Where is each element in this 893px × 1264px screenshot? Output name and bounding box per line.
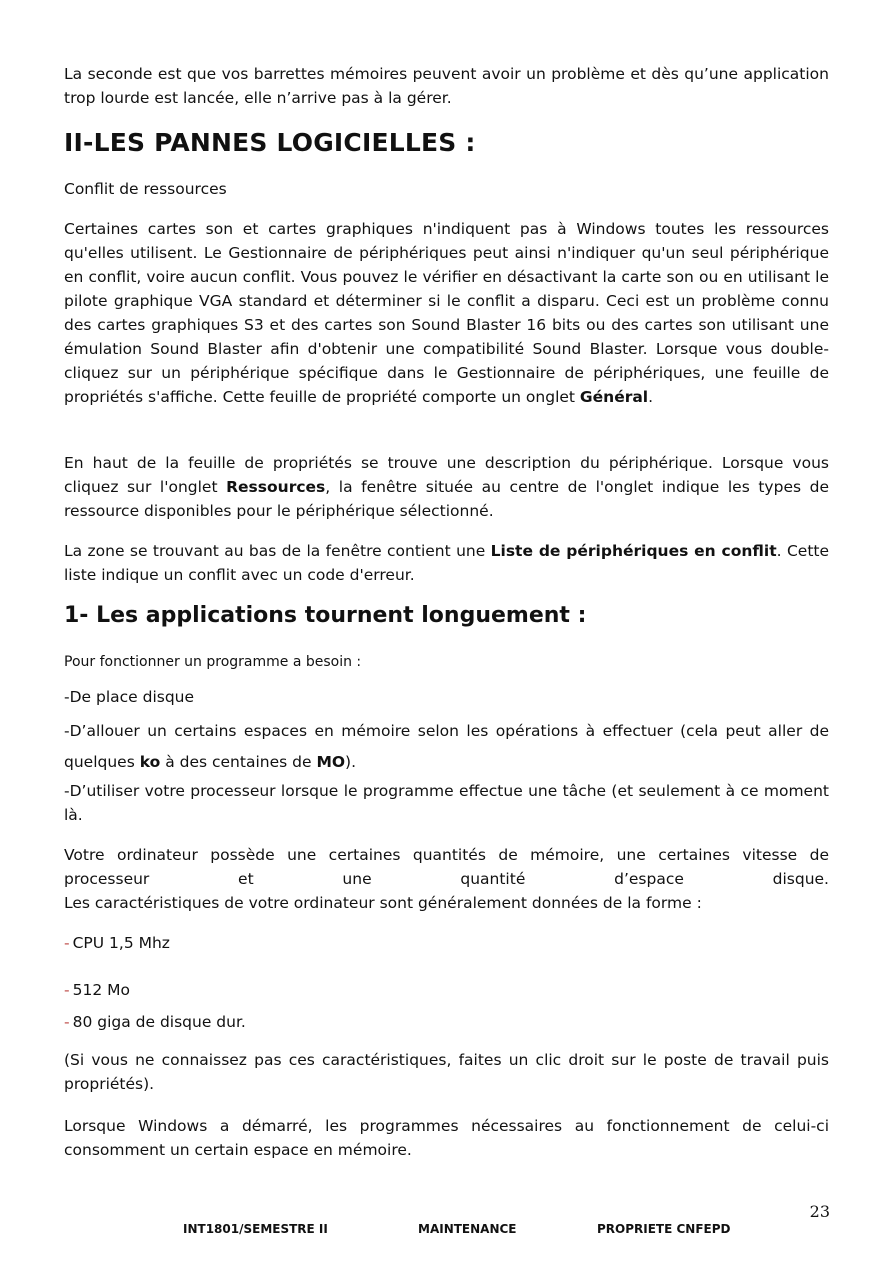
bullet-dash: -: [64, 1013, 70, 1031]
paragraph-text: , la fenêtre située au centre de l'onglet indique les types de ressource disponibles pour le périphérique sélectionné.: [64, 478, 830, 520]
footer-owner: PROPRIETE CNFEPD: [597, 1222, 731, 1236]
footer-course-code: INT1801/SEMESTRE II: [183, 1222, 328, 1236]
spec-value: 512 Mo: [72, 981, 130, 999]
spec-ram: [64, 978, 829, 1002]
bullet-dash: -: [64, 981, 70, 999]
paragraph-text: La zone se trouvant au bas de la fenêtre contient une: [64, 542, 491, 560]
bold-term-ressources: Ressources: [226, 478, 326, 496]
bold-unit-ko: ko: [139, 753, 161, 771]
paragraph-text: ).: [345, 753, 357, 771]
bold-unit-mo: MO: [316, 753, 346, 771]
needs-intro: Pour fonctionner un programme a besoin :: [64, 654, 362, 670]
spec-value: 80 giga de disque dur.: [72, 1013, 246, 1031]
paragraph-text: Certaines cartes son et cartes graphiques n'indiquent pas à Windows toutes les ressources qu'elles utilisent. Le Gestionnaire de périphériques peut ainsi n'indiquer qu'un seul périphérique en conflit, voire aucun conflit. Vous pouvez le vérifier en désactivant la carte son ou en utilisant le pilote graphique VGA standard et déterminer si le conflit a disparu. Ceci est un problème connu des cartes graphiques S3 et des cartes son Sound Blaster 16 bits ou des cartes son utilisant une émulation Sound Blaster afin d'obtenir une compatibilité Sound Blaster. Lorsque vous double-cliquez sur un périphérique spécifique dans le Gestionnaire de périphériques, une feuille de propriétés s'affiche. Cette feuille de propriété comporte un onglet: [64, 220, 829, 406]
subsection-title: 1- Les applications tournent longuement :: [64, 603, 587, 628]
conflict-subtitle: Conflit de ressources: [64, 180, 227, 198]
paragraph-conflict-list: [64, 539, 829, 587]
paragraph-end: .: [648, 388, 654, 406]
page-number: 23: [809, 1202, 830, 1221]
paragraph-properties-sheet: [64, 451, 829, 523]
bullet-dash: -: [64, 934, 70, 952]
paragraph-resources-conflict: [64, 217, 829, 409]
paragraph-windows-memory: Lorsque Windows a démarré, les programmes nécessaires au fonctionnement de celui-ci consomment un certain espace en mémoire.: [64, 1117, 829, 1159]
intro-paragraph: La seconde est que vos barrettes mémoires peuvent avoir un problème et dès qu’une application trop lourde est lancée, elle n’arrive pas à la gérer.: [64, 65, 829, 107]
paragraph-text: En haut de la feuille de propriétés se trouve une description du périphérique. Lorsque vous cliquez sur l'onglet: [64, 454, 829, 496]
spec-value: CPU 1,5 Mhz: [72, 934, 170, 952]
paragraph-text: -D’allouer un certains espaces en mémoire selon les opérations à effectuer (cela peut aller de quelques: [64, 722, 829, 771]
bold-term-general: Général: [579, 388, 649, 406]
section-title: II-LES PANNES LOGICIELLES :: [64, 128, 476, 157]
need-disk: -De place disque: [64, 688, 195, 706]
paragraph-text: à des centaines de: [160, 753, 317, 771]
spec-cpu: [64, 931, 829, 955]
spec-disk: [64, 1010, 829, 1034]
paragraph-characteristics-help: (Si vous ne connaissez pas ces caractéristiques, faites un clic droit sur le poste de travail puis propriétés).: [64, 1051, 829, 1093]
paragraph-text: . Cette liste indique un conflit avec un code d'erreur.: [64, 542, 830, 584]
paragraph-computer-line2: Les caractéristiques de votre ordinateur sont généralement données de la forme :: [64, 894, 702, 912]
paragraph-computer-line1: Votre ordinateur possède une certaines quantités de mémoire, une certaines vitesse de processeur et une quantité d’espace disque.: [64, 846, 829, 888]
need-processor: -D’utiliser votre processeur lorsque le programme effectue une tâche (et seulement à ce moment là.: [64, 782, 829, 824]
bold-term-conflict-list: Liste de périphériques en conflit: [490, 542, 777, 560]
need-memory: [64, 716, 829, 778]
footer-subject: MAINTENANCE: [418, 1222, 517, 1236]
